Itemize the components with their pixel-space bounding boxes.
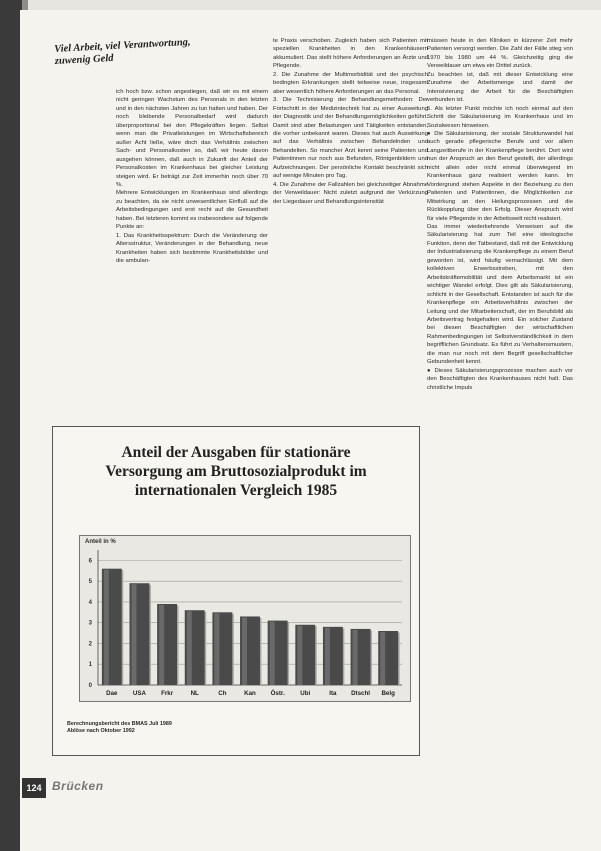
paragraph: 3. Die Technisierung der Behandlungsmethoden: Der Fortschritt in der Medizintechnik hat zu einer Ausweitung der Diagnostik und der Behandlungsmöglichkeiten geführt. Damit sind aber Belastungen und Tätigkeiten entstanden, die vorher unbekannt waren. Dieses hat auch Auswirkung auf das Verhältnis zwischen Behandelnden und Behandelten. So mancher Arzt kennt seine Patienten und Patientinnen nur noch aus Befunden, Röntgenbildern und Aufzeichnungen. Der persönliche Kontakt beschränkt sich auf wenige Minuten pro Tag. (273, 97, 428, 180)
text-column-right (427, 37, 573, 839)
bar-highlight (380, 632, 385, 685)
bar-highlight (187, 611, 192, 685)
headline-line-1: Viel Arbeit, viel Verantwortung, (54, 36, 191, 55)
paragraph: te Praxis verschoben. Zugleich haben sich Patienten mit speziellen Krankheiten in den Krankenhäusern akkumuliert. Das stellt höhere Anforderungen an Ärzte und Pflegende. (273, 38, 428, 70)
paragraph: ich hoch bzw. schon angestiegen, daß wir es mit einem nicht geringen Wachstum des Personals in den letzten und in den nächsten Jahren zu tun hatten und haben. Der noch bleibende Personalbedarf wird dadurch überproportional bei den Pflegekräften liegen. Selbst wenn man die Privatleistungen im Wirtschaftsbereich außer Acht ließe, wäre doch das Verhältnis zwischen Sach- und Personalkosten so, daß wir heute davon ausgehen können, daß auch in Zukunft der Anteil der Personalkosten im Krankenhaus bei gleicher Leistung steigen wird. Er beträgt zur Zeit immerhin noch über 70 %. (116, 89, 268, 188)
bar-highlight (270, 622, 275, 685)
magazine-name: Brücken (52, 779, 104, 793)
source-line: Ablöse nach Oktober 1992 (67, 727, 135, 734)
bar-highlight (325, 628, 330, 685)
paragraph: müssen heute in den Kliniken in kürzerer Zeit mehr Patienten versorgt werden. Die Zahl der Fälle stieg von 1970 bis 1980 um 44 %. Gleichzeitig ging die Verweildauer um etwa ein Drittel zurück. (427, 38, 573, 70)
chart-title (53, 443, 419, 500)
paragraph: ● Die Säkularisierung, der soziale Strukturwandel hat auch gerade pflegerische Berufe und vor allem Langzeitberufe in der Krankenpflege berührt. Dort wird nun der Anspruch an den Beruf gestellt, der allerdings nicht allein oder nicht einmal überwiegend im Krankenhaus ganz realisiert werden kann. Im Vordergrund stehen Aspekte in der Beziehung zu den Patienten und Patientinnen, die Möglichkeiten zur Mitwirkung an den Heilungsprozessen und die Rückkopplung über den Erfolg. Dieser Anspruch wird für viele Pflegende in der Arbeitswelt nicht realisiert. (427, 130, 573, 222)
y-axis-label: Anteil in % (85, 539, 116, 545)
paragraph: 1. Das Krankheitsspektrum: Durch die Veränderung der Altersstruktur, Veränderungen in der Behandlung, neue Krankheiten haben sich bestimmte Krankheitsbilder und die ambulan- (116, 232, 268, 265)
x-tick-label: Kan (244, 690, 256, 697)
bar-chart-figure (52, 426, 420, 756)
source-line: Berechnungsbericht des BMAS Juli 1989 (67, 721, 172, 727)
y-tick-label: 2 (88, 641, 92, 648)
chart-title-line: internationalen Vergleich 1985 (134, 482, 338, 499)
text-column-middle (273, 37, 428, 490)
bar-highlight (159, 605, 164, 685)
chart-title-line: Anteil der Ausgaben für stationäre (121, 444, 351, 461)
bar-highlight (353, 630, 358, 685)
x-tick-label: Östr. (270, 690, 285, 697)
y-tick-label: 0 (88, 683, 92, 689)
x-tick-label: Dae (106, 690, 118, 697)
y-tick-label: 5 (88, 579, 92, 586)
chart-title-line: Versorgung am Bruttosozialprodukt im (105, 463, 367, 480)
headline-line-2: zuwenig Geld (54, 52, 114, 67)
x-tick-label: Dtschl (351, 690, 371, 697)
page-footer (22, 778, 132, 798)
paragraph: 4. Die Zunahme der Fallzahlen bei gleichzeitiger Abnahme der Verweildauer: Nicht zuletzt aufgrund der Verkürzung der Liegedauer und Behandlungsintensität (273, 181, 428, 205)
paragraph: 5. Als letzter Punkt möchte ich noch einmal auf den Schritt der Säkularisierung im Krankenhaus und im Sozialwesen hinweisen. (427, 105, 573, 129)
chart-svg (80, 536, 410, 701)
paragraph: ● Dieses Säkularisierungsprozesse machen auch vor den Beschäftigten des Krankenhauses nicht halt. Das christliche Impuls (427, 367, 573, 391)
x-tick-label: Belg (381, 690, 395, 697)
bar-highlight (242, 617, 247, 685)
x-tick-label: Frkr (161, 690, 174, 697)
bar-highlight (297, 626, 302, 685)
chart-source (67, 721, 172, 734)
x-tick-label: NL (190, 690, 199, 697)
binding-edge (0, 0, 22, 851)
paragraph: Zu beachten ist, daß mit dieser Entwicklung eine Zunahme der Arbeitsmenge und damit der Intensivierung der Arbeit für die Beschäftigten verbunden ist. (427, 71, 573, 104)
x-tick-label: Ch (218, 690, 227, 697)
x-tick-label: Ita (329, 690, 337, 697)
x-tick-label: USA (132, 690, 146, 697)
y-tick-label: 4 (88, 599, 92, 606)
y-tick-label: 6 (88, 558, 92, 565)
page-number: 124 (22, 778, 46, 798)
y-tick-label: 3 (88, 620, 92, 627)
bar-highlight (104, 570, 109, 685)
x-tick-label: Ubi (300, 690, 311, 697)
paragraph: Mehrere Entwicklungen im Krankenhaus sind allerdings zu beachten, da sie nicht unwesentlichen Einfluß auf die Arbeitsbedingungen und erst recht auf die Gesundheit haben. Bei letzteren kommt es insbesondere auf folgende Punkte an: (116, 190, 268, 231)
paragraph: Das immer wiederkehrende Verweisen auf die Säkularisierung hat zum Teil eine ideologische Funktion, denn der Tatbestand, daß mit der Entwicklung der Industrialisierung die Krankenpflege zu einem Beruf geworden ist, wird häufig vernachlässigt. Mit dem kollektiven Erwerbsstreben, mit den Arbeitskräftemobilität und dem Arbeitsmarkt ist ein wichtiger Wandel erfolgt. Dies gilt als Säkularisierung, schlicht in der Gesellschaft. Entstanden ist auch für die Krankenpflege ein Arbeitsverhältnis zwischen der Leitung und der Mitarbeiterschaft, der im Berufsbild als Arbeitsvertrag festgehalten wird. Ein solcher Zustand bei diesen Beschäftigten der wirtschaftlichen Rahmenbedingungen ist Selbstverständlichkeit in dem begrifflichen Grundsatz. Es führt zu Verhaltensmustern, die man nur noch mit dem Begriff gesellschaftlicher Gebundenheit kennt. (427, 223, 573, 366)
plot-area (79, 535, 411, 702)
bar-highlight (132, 584, 137, 685)
y-tick-label: 1 (88, 662, 92, 669)
paragraph: 2. Die Zunahme der Multimorbidität und der psychisch bedingten Erkrankungen stellt teilweise neue, insgesamt aber wesentlich höhere Anforderungen an das Personal. (273, 71, 428, 95)
bar-highlight (214, 613, 219, 685)
